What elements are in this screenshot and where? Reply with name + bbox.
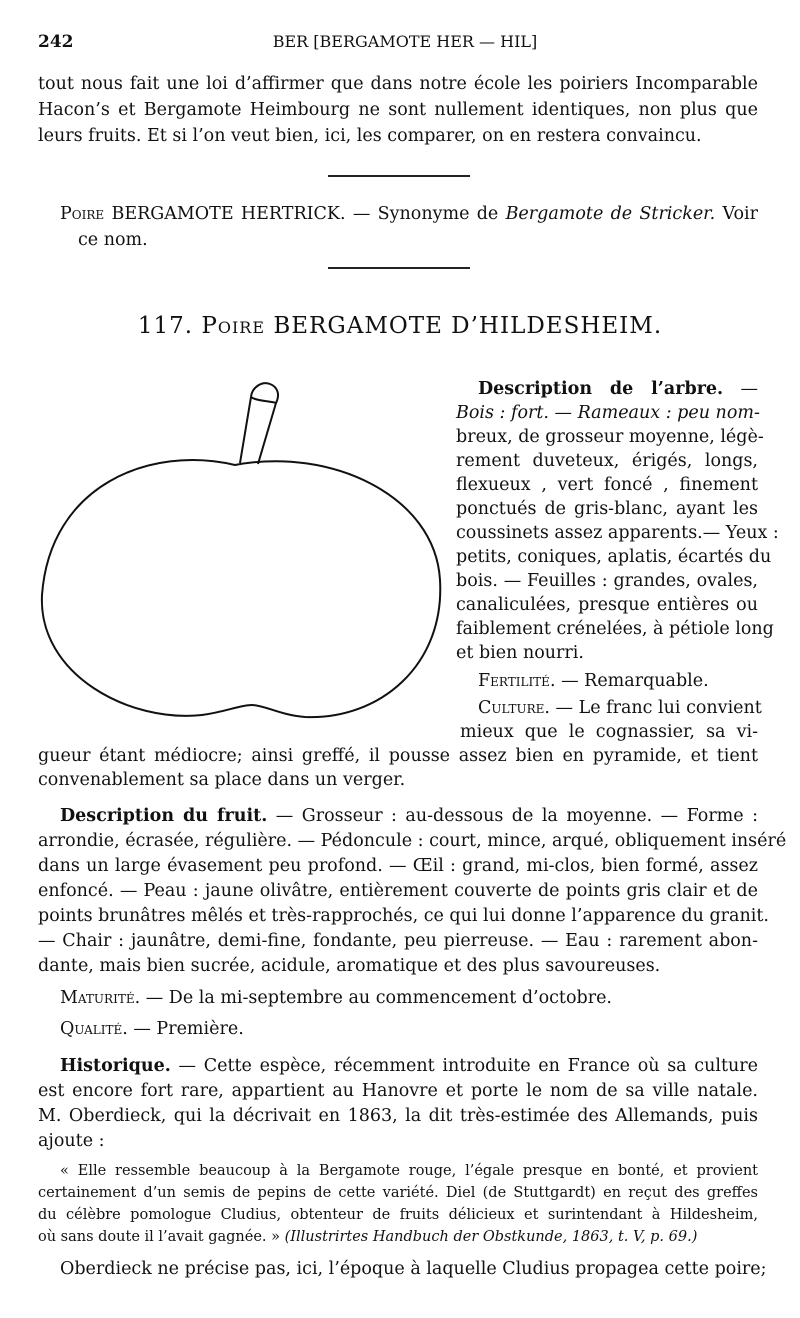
synonym-ref: Bergamote de Stricker. [505, 204, 716, 224]
tree-heading-line: Description de l’arbre. — [478, 379, 758, 399]
fruit-line-6: — Chair : jaunâtre, demi-fine, fondante, peu pierreuse. — Eau : rarement abon- [38, 931, 758, 951]
intro-line-3: leurs fruits. Et si l’on veut bien, ici, les comparer, on en restera convaincu. [38, 126, 702, 146]
quote-text-4: où sans doute il l’avait gagnée. » [38, 1229, 285, 1245]
fruit-line-5: points brunâtres mêlés et très-rapprochés, ce qui lui donne l’apparence du granit. [38, 906, 769, 926]
tree-line-6: coussinets assez apparents.— Yeux : [456, 523, 779, 543]
quote-citation: (Illustrirtes Handbuch der Obstkunde, 1863, t. V, p. 69.) [284, 1229, 698, 1245]
fertility-line [478, 670, 758, 693]
fruit-line-4: enfoncé. — Peau : jaune olivâtre, entièrement couverte de points gris clair et de [38, 881, 758, 901]
history-line-3: M. Oberdieck, qui la décrivait en 1863, la dit très-estimée des Allemands, puis [38, 1106, 758, 1126]
quality-label: Qualité. [60, 1019, 128, 1039]
fruit-text-1: — Grosseur : au-dessous de la moyenne. — Forme : [267, 806, 759, 826]
running-head: BER [BERGAMOTE HER — HIL] [272, 32, 538, 51]
page-number: 242 [38, 32, 74, 52]
tree-line-4: flexueux , vert foncé , finement [456, 475, 758, 495]
culture-line-3: gueur étant médiocre; ainsi greffé, il pousse assez bien en pyramide, et tient [38, 746, 758, 766]
synonym-name: BERGAMOTE HERTRICK. [111, 204, 346, 224]
tree-line-11: et bien nourri. [456, 643, 584, 663]
fruit-line-1 [60, 805, 758, 828]
tree-line-5: ponctués de gris-blanc, ayant les [456, 499, 758, 519]
separator-rule-1 [328, 175, 470, 177]
tree-line-7: petits, coniques, aplatis, écartés du [456, 547, 772, 567]
quote-line-2: certainement d’un semis de pepins de cette variété. Diel (de Stuttgardt) en reçut des greffes [38, 1185, 758, 1201]
quality-value: — Première. [127, 1019, 244, 1039]
tree-line-9: canaliculées, presque entières ou [456, 595, 758, 615]
culture-line-4: convenablement sa place dans un verger. [38, 770, 406, 790]
tree-line-8: bois. — Feuilles : grandes, ovales, [456, 571, 758, 591]
synonym-prefix: Poire [60, 204, 105, 224]
quote-line-4 [38, 1226, 758, 1248]
stalk-tip [251, 397, 276, 403]
culture-line-1 [478, 697, 762, 720]
intro-line-1: tout nous fait une loi d’affirmer que dans notre école les poiriers Incomparable [38, 74, 758, 94]
tree-heading: Description de l’arbre. [478, 379, 724, 399]
synonym-line-2: ce nom. [78, 230, 148, 250]
entry-name: BERGAMOTE D’HILDESHEIM. [273, 313, 663, 339]
entry-number: 117. [137, 313, 194, 339]
fruit-line-2: arrondie, écrasée, régulière. — Pédoncule : court, mince, arqué, obliquement inséré [38, 831, 787, 851]
maturity-label: Maturité. [60, 988, 141, 1008]
culture-text-1: — Le franc lui convient [549, 698, 762, 718]
fruit-line-7: dante, mais bien sucrée, acidule, aromatique et des plus savoureuses. [38, 956, 661, 976]
fertility-value: — Remarquable. [555, 671, 709, 691]
intro-line-2: Hacon’s et Bergamote Heimbourg ne sont nullement identiques, non plus que [38, 100, 758, 120]
synonym-text-b: Voir [715, 204, 759, 224]
history-last-line: Oberdieck ne précise pas, ici, l’époque à laquelle Cludius propagea cette poire; [60, 1259, 767, 1279]
tree-line-2: breux, de grosseur moyenne, légè- [456, 427, 764, 447]
fruit-outline [42, 460, 440, 717]
fertility-label: Fertilité. [478, 671, 556, 691]
fruit-heading: Description du fruit. [60, 806, 268, 826]
culture-line-2: mieux que le cognassier, sa vi- [460, 722, 758, 742]
maturity-value: — De la mi-septembre au commencement d’octobre. [140, 988, 612, 1008]
stalk-outline [240, 383, 278, 464]
separator-rule-2 [328, 267, 470, 269]
synonym-text-a: — Synonyme de [345, 204, 506, 224]
history-line-2: est encore fort rare, appartient au Hanovre et porte le nom de sa ville natale. [38, 1081, 758, 1101]
history-line-1 [60, 1055, 758, 1078]
quote-line-1: « Elle ressemble beaucoup à la Bergamote rouge, l’égale presque en bonté, et provient [60, 1163, 758, 1179]
maturity-line [60, 987, 758, 1010]
quality-line [60, 1018, 758, 1041]
history-text-1: — Cette espèce, récemment introduite en France où sa culture [170, 1056, 758, 1076]
entry-title [0, 313, 800, 339]
history-heading: Historique. [60, 1056, 171, 1076]
pear-outline-illustration [30, 375, 450, 735]
entry-prefix: Poire [201, 313, 266, 339]
culture-label: Culture. [478, 698, 550, 718]
fruit-line-3: dans un large évasement peu profond. — Œil : grand, mi-clos, bien formé, assez [38, 856, 758, 876]
history-line-4: ajoute : [38, 1131, 105, 1151]
quote-line-3: du célèbre pomologue Cludius, obtenteur de fruits délicieux et surintendant à Hildesheim, [38, 1207, 758, 1223]
tree-line-10: faiblement crénelées, à pétiole long [456, 619, 774, 639]
tree-line-3: rement duveteux, érigés, longs, [456, 451, 758, 471]
tree-line-1: Bois : fort. — Rameaux : peu nom- [456, 403, 760, 423]
synonym-entry [60, 203, 758, 226]
